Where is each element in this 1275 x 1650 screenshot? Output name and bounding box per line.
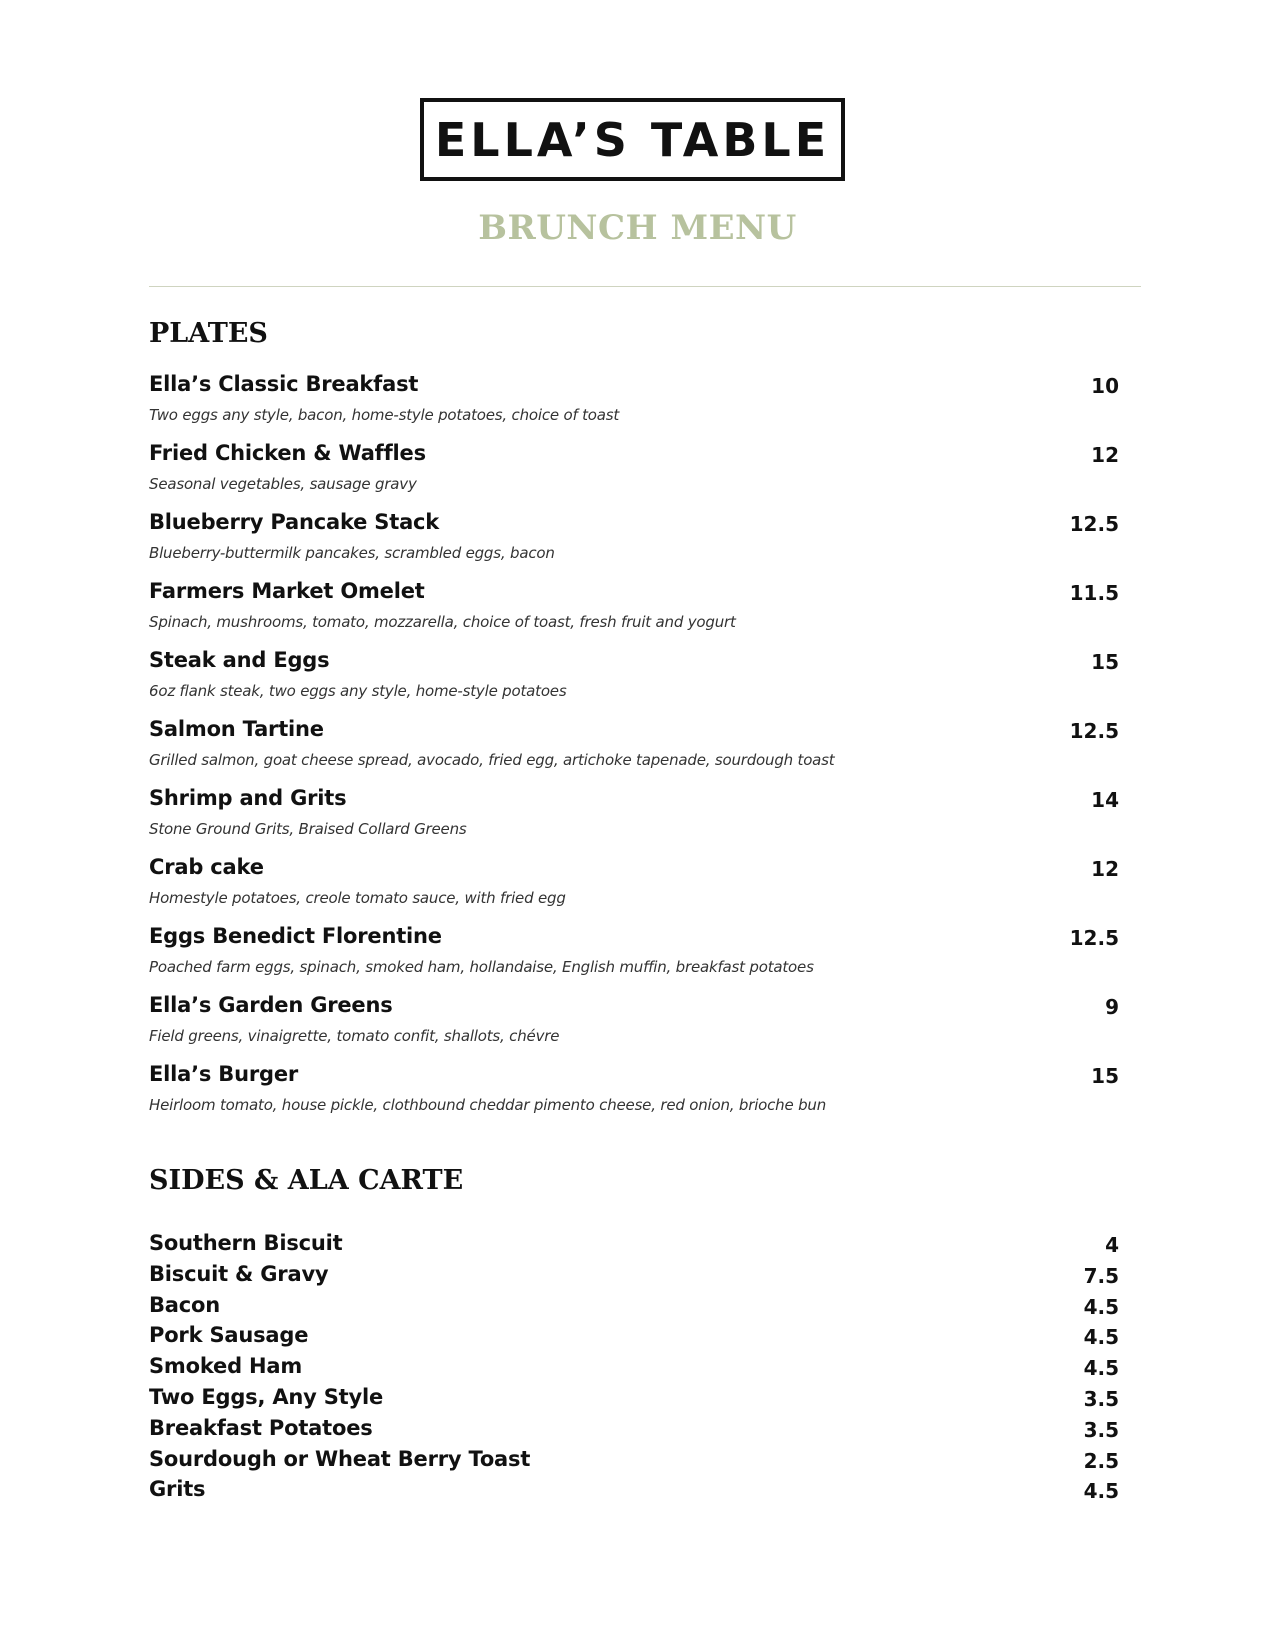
side-price: 4.5 [1083, 1479, 1119, 1504]
side-price: 3.5 [1083, 1417, 1119, 1442]
side-name: Bacon [149, 1292, 221, 1317]
plate-price: 9 [1105, 995, 1119, 1019]
plate-price: 15 [1091, 1064, 1119, 1088]
side-name: Breakfast Potatoes [149, 1415, 373, 1440]
menu-title: BRUNCH MENU [478, 208, 797, 248]
plate-item [149, 924, 1119, 993]
side-name: Smoked Ham [149, 1354, 303, 1379]
side-price: 3.5 [1083, 1386, 1119, 1411]
sides-list [149, 1231, 1119, 1508]
logo-text: ELLA’S TABLE [434, 112, 831, 167]
side-name: Biscuit & Gravy [149, 1261, 329, 1286]
side-price: 2.5 [1083, 1448, 1119, 1473]
side-name: Southern Biscuit [149, 1231, 343, 1255]
plate-item [149, 717, 1119, 786]
plate-description: Homestyle potatoes, creole tomato sauce, with fried egg [149, 889, 566, 907]
plate-price: 12 [1091, 857, 1119, 881]
plate-item [149, 510, 1119, 579]
header-divider [149, 286, 1141, 287]
restaurant-logo [420, 98, 845, 181]
plate-name: Shrimp and Grits [149, 786, 347, 810]
plate-description: Seasonal vegetables, sausage gravy [149, 475, 417, 493]
plate-description: Two eggs any style, bacon, home-style potatoes, choice of toast [149, 406, 620, 424]
plate-description: Heirloom tomato, house pickle, clothbound cheddar pimento cheese, red onion, brioche bun [149, 1096, 827, 1114]
side-item [149, 1293, 1119, 1324]
plate-name: Blueberry Pancake Stack [149, 510, 440, 534]
plate-price: 12 [1091, 443, 1119, 467]
plate-price: 10 [1091, 374, 1119, 398]
side-item [149, 1354, 1119, 1385]
sides-section-title: SIDES & ALA CARTE [149, 1165, 464, 1196]
side-item [149, 1262, 1119, 1293]
side-price: 4.5 [1083, 1325, 1119, 1350]
plate-item [149, 993, 1119, 1062]
side-name: Sourdough or Wheat Berry Toast [149, 1446, 531, 1471]
side-name: Grits [149, 1477, 206, 1502]
side-item [149, 1323, 1119, 1354]
plate-price: 12.5 [1069, 512, 1119, 536]
plate-item [149, 441, 1119, 510]
plate-price: 14 [1091, 788, 1119, 812]
plate-name: Eggs Benedict Florentine [149, 924, 442, 948]
plate-description: Blueberry-buttermilk pancakes, scrambled eggs, bacon [149, 544, 555, 562]
plate-name: Ella’s Classic Breakfast [149, 372, 419, 396]
side-item [149, 1385, 1119, 1416]
plate-price: 12.5 [1069, 926, 1119, 950]
plate-item [149, 786, 1119, 855]
plate-item [149, 372, 1119, 441]
side-name: Two Eggs, Any Style [149, 1384, 384, 1409]
plate-item [149, 648, 1119, 717]
plate-description: Grilled salmon, goat cheese spread, avocado, fried egg, artichoke tapenade, sourdough toast [149, 751, 835, 769]
side-item [149, 1447, 1119, 1478]
side-item [149, 1416, 1119, 1447]
plates-list [149, 372, 1119, 1131]
plates-section-title: PLATES [149, 318, 268, 349]
side-price: 4.5 [1083, 1356, 1119, 1381]
plate-description: Field greens, vinaigrette, tomato confit, shallots, chévre [149, 1027, 560, 1045]
plate-description: Spinach, mushrooms, tomato, mozzarella, choice of toast, fresh fruit and yogurt [149, 613, 736, 631]
side-item [149, 1231, 1119, 1262]
side-price: 7.5 [1083, 1263, 1119, 1288]
plate-name: Ella’s Burger [149, 1062, 299, 1086]
side-name: Pork Sausage [149, 1323, 309, 1348]
plate-name: Farmers Market Omelet [149, 579, 425, 603]
plate-item [149, 579, 1119, 648]
plate-name: Steak and Eggs [149, 648, 330, 672]
plate-description: 6oz flank steak, two eggs any style, home-style potatoes [149, 682, 567, 700]
plate-item [149, 855, 1119, 924]
plate-description: Stone Ground Grits, Braised Collard Greens [149, 820, 467, 838]
side-price: 4.5 [1083, 1294, 1119, 1319]
plate-price: 15 [1091, 650, 1119, 674]
side-item [149, 1477, 1119, 1508]
plate-name: Salmon Tartine [149, 717, 324, 741]
plate-name: Ella’s Garden Greens [149, 993, 393, 1017]
plate-name: Crab cake [149, 855, 264, 879]
plate-price: 11.5 [1069, 581, 1119, 605]
plate-price: 12.5 [1069, 719, 1119, 743]
plate-name: Fried Chicken & Waffles [149, 441, 426, 465]
side-price: 4 [1105, 1233, 1119, 1257]
plate-item [149, 1062, 1119, 1131]
plate-description: Poached farm eggs, spinach, smoked ham, hollandaise, English muffin, breakfast potatoes [149, 958, 814, 976]
